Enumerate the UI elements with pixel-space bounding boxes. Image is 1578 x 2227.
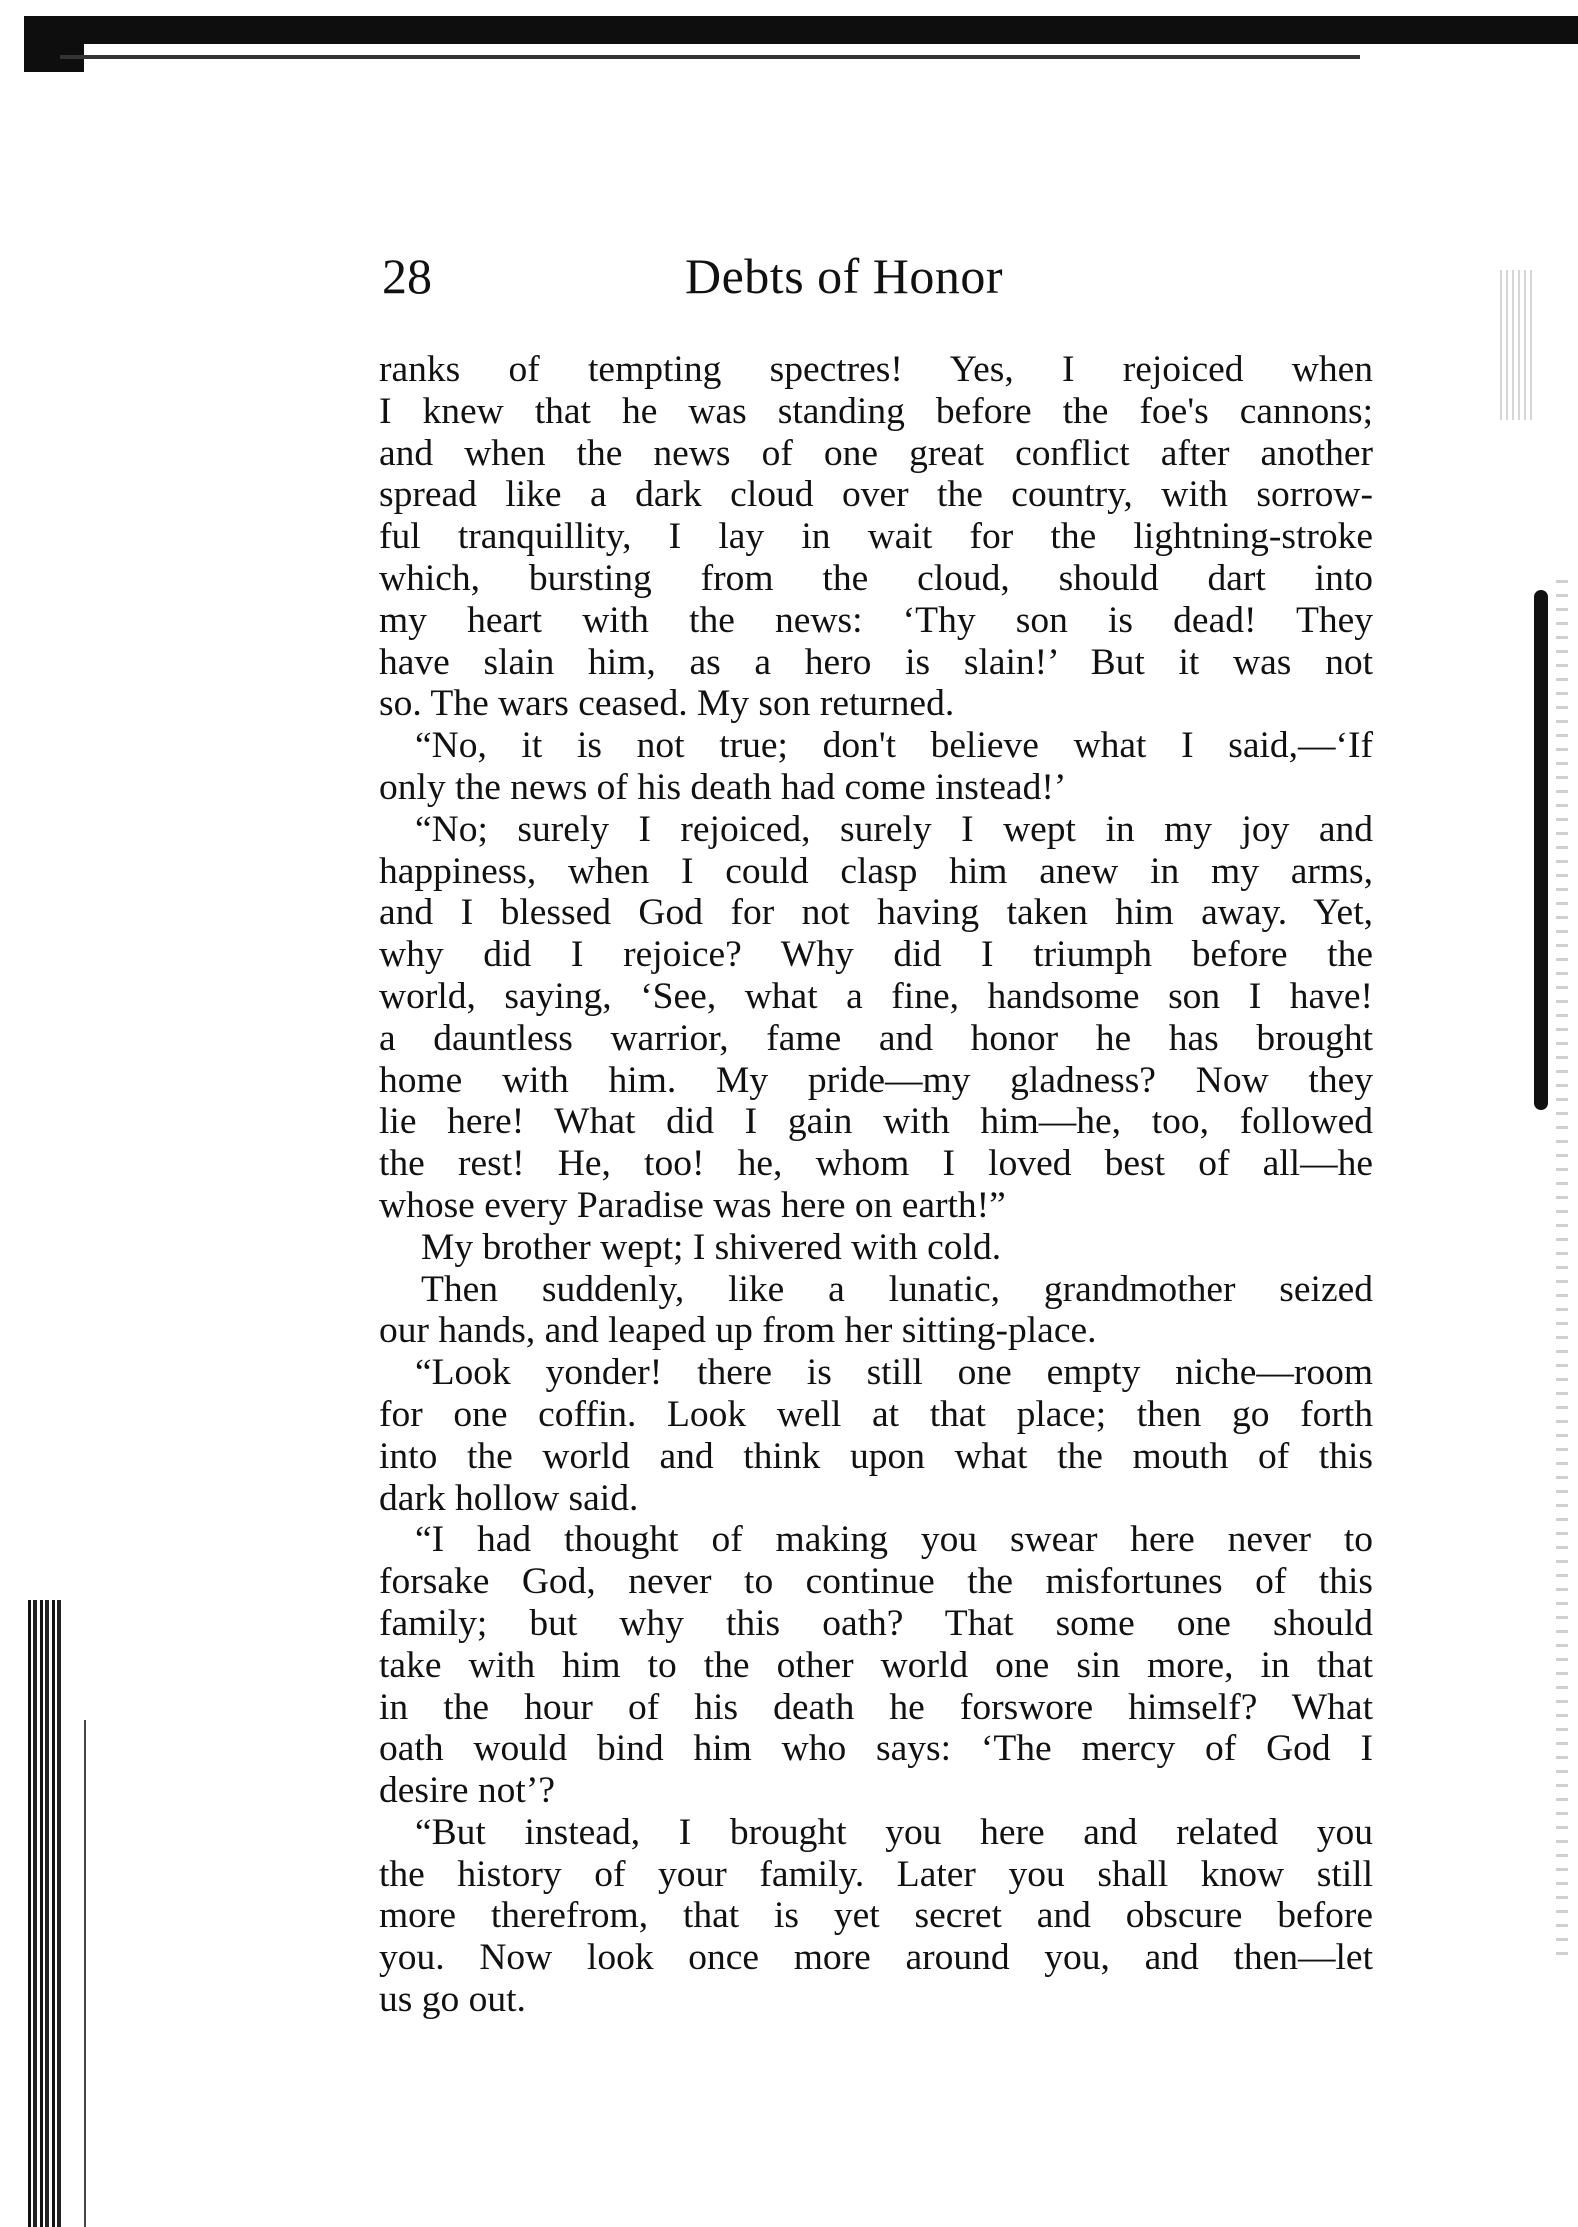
paragraph: [379, 809, 1373, 1227]
text-line: only the news of his death had come instead!’: [379, 766, 1067, 808]
text-line: for one coffin. Look well at that place; then go forth: [379, 1393, 1373, 1435]
text-line: spread like a dark cloud over the country, with sorrow-: [379, 474, 1373, 516]
text-line: world, saying, ‘See, what a fine, handsome son I have!: [379, 975, 1373, 1017]
text-line: I knew that he was standing before the foe's cannons;: [379, 390, 1373, 432]
text-line: and I blessed God for not having taken him away. Yet,: [379, 892, 1373, 934]
page-number: 28: [382, 248, 432, 304]
text-line: more therefrom, that is yet secret and obscure before: [379, 1895, 1373, 1937]
scan-top-border: [24, 16, 1578, 44]
scan-right-flecks: [1500, 270, 1536, 420]
running-title: Debts of Honor: [685, 248, 1004, 304]
scan-right-edge-shadow: [1534, 590, 1548, 1110]
text-line: “I had thought of making you swear here never to: [415, 1519, 1373, 1561]
text-line: dark hollow said.: [379, 1477, 639, 1519]
text-line: a dauntless warrior, fame and honor he has brought: [379, 1017, 1373, 1059]
text-line: ful tranquillity, I lay in wait for the lightning-stroke: [379, 516, 1373, 558]
text-line: take with him to the other world one sin more, in that: [379, 1644, 1373, 1686]
text-line: Then suddenly, like a lunatic, grandmother seized: [421, 1268, 1373, 1310]
paragraph: [379, 1519, 1373, 1812]
paragraph: [379, 1352, 1373, 1519]
text-line: “No, it is not true; don't believe what I said,—‘If: [415, 725, 1373, 767]
scan-left-edge-line: [84, 1720, 86, 2227]
text-line: forsake God, never to continue the misfortunes of this: [379, 1561, 1373, 1603]
text-line: why did I rejoice? Why did I triumph before the: [379, 934, 1373, 976]
text-line: which, bursting from the cloud, should dart into: [379, 557, 1373, 599]
scan-right-edge-texture: [1556, 580, 1568, 1960]
text-line: in the hour of his death he forswore himself? What: [379, 1686, 1373, 1728]
text-line: you. Now look once more around you, and then—let: [379, 1937, 1373, 1979]
text-line: whose every Paradise was here on earth!”: [379, 1184, 1006, 1226]
text-line: oath would bind him who says: ‘The mercy of God I: [379, 1728, 1373, 1770]
text-line: the history of your family. Later you shall know still: [379, 1853, 1373, 1895]
text-line: desire not’?: [379, 1770, 555, 1812]
text-line: family; but why this oath? That some one should: [379, 1602, 1373, 1644]
text-line: “Look yonder! there is still one empty niche—room: [415, 1352, 1373, 1394]
paragraph: [379, 1227, 1373, 1269]
text-line: have slain him, as a hero is slain!’ But it was not: [379, 641, 1373, 683]
text-line: our hands, and leaped up from her sitting-place.: [379, 1310, 1097, 1352]
paragraph: [379, 1269, 1373, 1353]
text-line: “No; surely I rejoiced, surely I wept in my joy and: [415, 808, 1373, 850]
text-line: my heart with the news: ‘Thy son is dead! They: [379, 599, 1373, 641]
scan-top-rule: [60, 55, 1360, 59]
text-line: lie here! What did I gain with him—he, too, followed: [379, 1101, 1373, 1143]
text-line: the rest! He, too! he, whom I loved best of all—he: [379, 1143, 1373, 1185]
scan-left-edge-shadow: [28, 1600, 62, 2227]
text-line: into the world and think upon what the mouth of this: [379, 1435, 1373, 1477]
text-line: us go out.: [379, 1979, 526, 2021]
paragraph: [379, 349, 1373, 725]
text-line: “But instead, I brought you here and related you: [415, 1811, 1373, 1853]
body-text: [379, 349, 1373, 2021]
text-line: My brother wept; I shivered with cold.: [421, 1226, 1002, 1268]
text-line: happiness, when I could clasp him anew in my arms,: [379, 850, 1373, 892]
text-line: and when the news of one great conflict after another: [379, 432, 1373, 474]
text-line: home with him. My pride—my gladness? Now they: [379, 1059, 1373, 1101]
page-header: [382, 246, 1382, 316]
text-line: so. The wars ceased. My son returned.: [379, 683, 955, 725]
paragraph: [379, 725, 1373, 809]
scan-corner-mark: [24, 16, 84, 72]
text-line: ranks of tempting spectres! Yes, I rejoiced when: [379, 349, 1373, 390]
paragraph: [379, 1812, 1373, 2021]
